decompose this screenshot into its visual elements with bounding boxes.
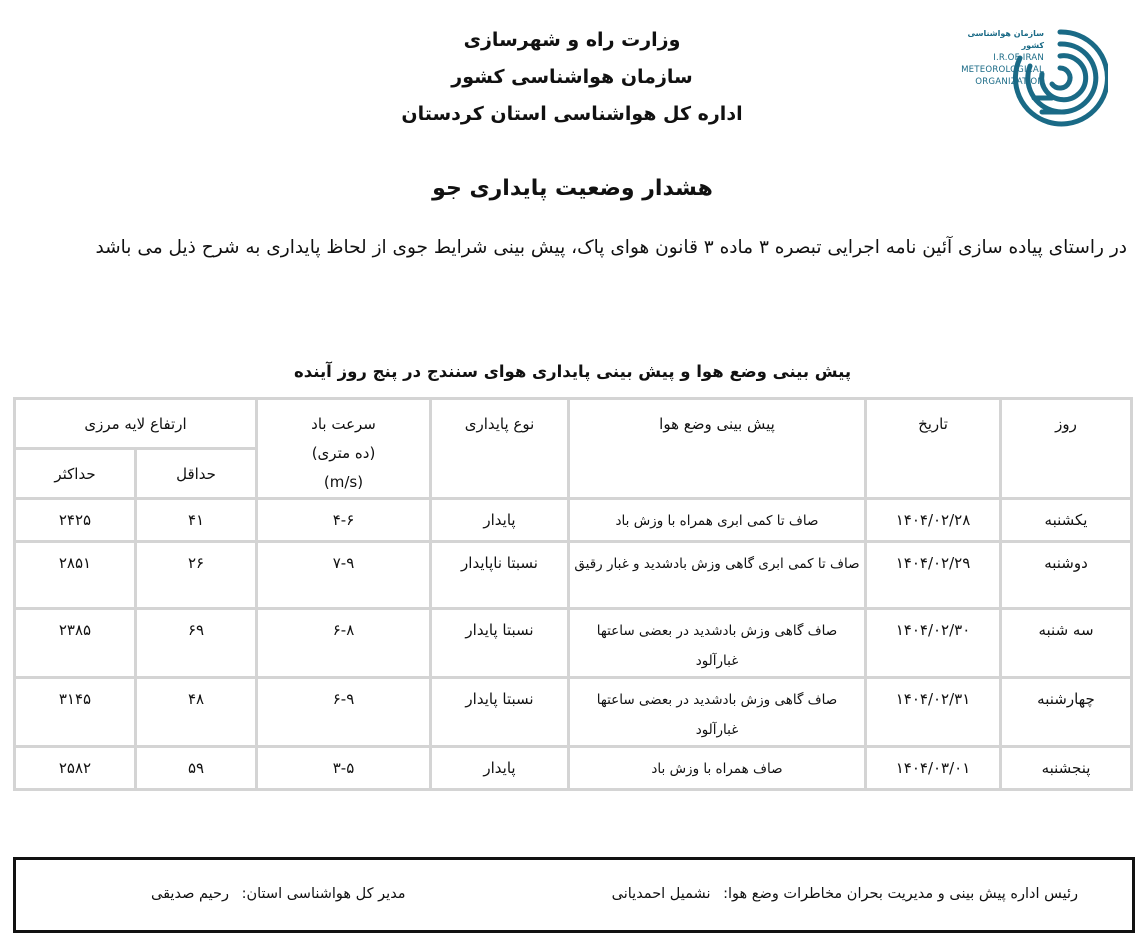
cell-weather: صاف گاهی وزش بادشدید در بعضی ساعتها غبارآلود: [569, 609, 866, 678]
header-boundary-layer: ارتفاع لایه مرزی: [15, 399, 257, 449]
table-row: [15, 542, 1132, 609]
table-row: [15, 678, 1132, 747]
cell-weather: صاف تا کمی ابری گاهی وزش بادشدید و غبار رقیق: [569, 542, 866, 609]
cell-day: یکشنبه: [1001, 499, 1132, 542]
cell-day: پنجشنبه: [1001, 747, 1132, 790]
header-stability: نوع پایداری: [431, 399, 569, 499]
signature-director-label: مدیر کل هواشناسی استان:: [241, 886, 406, 902]
cell-wind: ۴-۶: [257, 499, 431, 542]
header-wind-line-2: (ده متری): [311, 444, 376, 462]
table-row: [15, 609, 1132, 678]
cell-date: ۱۴۰۴/۰۲/۲۹: [866, 542, 1001, 609]
cell-max: ۲۴۲۵: [15, 499, 136, 542]
signature-forecast-head: [612, 886, 1078, 902]
logo-text-en-3: ORGANIZATION: [975, 77, 1044, 87]
cell-max: ۳۱۴۵: [15, 678, 136, 747]
header-min: حداقل: [136, 449, 257, 499]
cell-date: ۱۴۰۴/۰۳/۰۱: [866, 747, 1001, 790]
intro-paragraph: در راستای پیاده سازی آئین نامه اجرایی تبصره ۳ ماده ۳ قانون هوای پاک، پیش بینی شرایط جوی از لحاظ پایداری به شرح ذیل می باشد: [95, 237, 1127, 258]
table-row: [15, 747, 1132, 790]
signature-forecast-head-label: رئیس اداره پیش بینی و مدیریت بحران مخاطرات وضع هوا:: [723, 886, 1078, 902]
cell-date: ۱۴۰۴/۰۲/۲۸: [866, 499, 1001, 542]
cell-date: ۱۴۰۴/۰۲/۳۰: [866, 609, 1001, 678]
cell-min: ۲۶: [136, 542, 257, 609]
cell-min: ۶۹: [136, 609, 257, 678]
cell-weather: صاف تا کمی ابری همراه با وزش باد: [569, 499, 866, 542]
header-date: تاریخ: [866, 399, 1001, 499]
header-line-organization: سازمان هواشناسی کشور: [451, 66, 693, 88]
document-title: هشدار وضعیت پایداری جو: [432, 176, 713, 201]
header-wind-line-1: سرعت باد: [311, 415, 376, 433]
logo-text-fa: سازمان هواشناسی کشور: [967, 29, 1044, 50]
cell-max: ۲۳۸۵: [15, 609, 136, 678]
cell-wind: ۷-۹: [257, 542, 431, 609]
header-day: روز: [1001, 399, 1132, 499]
signature-director-name: رحیم صدیقی: [151, 886, 229, 902]
header-line-province-office: اداره کل هواشناسی استان کردستان: [401, 103, 743, 125]
cell-stability: نسبتا پایدار: [431, 678, 569, 747]
organization-header: [372, 22, 772, 133]
cell-min: ۴۸: [136, 678, 257, 747]
signature-box: [13, 857, 1135, 933]
cell-wind: ۶-۹: [257, 678, 431, 747]
forecast-table-title: پیش بینی وضع هوا و پیش بینی پایداری هوای سنندج در پنج روز آینده: [293, 362, 852, 381]
cell-wind: ۶-۸: [257, 609, 431, 678]
logo-text-en-2: METEOROLOGICAL: [961, 65, 1044, 75]
header-wind-line-3: (m/s): [323, 473, 364, 491]
cell-day: چهارشنبه: [1001, 678, 1132, 747]
cell-date: ۱۴۰۴/۰۲/۳۱: [866, 678, 1001, 747]
signature-director: [151, 886, 406, 902]
forecast-table: [13, 397, 1133, 791]
table-header-row: [15, 399, 1132, 449]
logo-text-en-1: I.R.OF IRAN: [993, 53, 1044, 63]
meteorological-organization-logo-icon: [1012, 28, 1108, 143]
table-row: [15, 499, 1132, 542]
cell-weather: صاف همراه با وزش باد: [569, 747, 866, 790]
header-weather: پیش بینی وضع هوا: [569, 399, 866, 499]
cell-max: ۲۵۸۲: [15, 747, 136, 790]
cell-max: ۲۸۵۱: [15, 542, 136, 609]
cell-wind: ۳-۵: [257, 747, 431, 790]
cell-min: ۴۱: [136, 499, 257, 542]
cell-weather: صاف گاهی وزش بادشدید در بعضی ساعتها غبارآلود: [569, 678, 866, 747]
cell-stability: نسبتا ناپایدار: [431, 542, 569, 609]
header-line-ministry: وزارت راه و شهرسازی: [463, 29, 681, 51]
cell-min: ۵۹: [136, 747, 257, 790]
cell-day: دوشنبه: [1001, 542, 1132, 609]
cell-stability: نسبتا پایدار: [431, 609, 569, 678]
organization-logo: [944, 22, 1114, 147]
cell-stability: پایدار: [431, 499, 569, 542]
cell-stability: پایدار: [431, 747, 569, 790]
header-wind-speed: [257, 399, 431, 499]
cell-day: سه شنبه: [1001, 609, 1132, 678]
signature-forecast-head-name: نشمیل احمدیانی: [611, 886, 711, 902]
header-max: حداکثر: [15, 449, 136, 499]
